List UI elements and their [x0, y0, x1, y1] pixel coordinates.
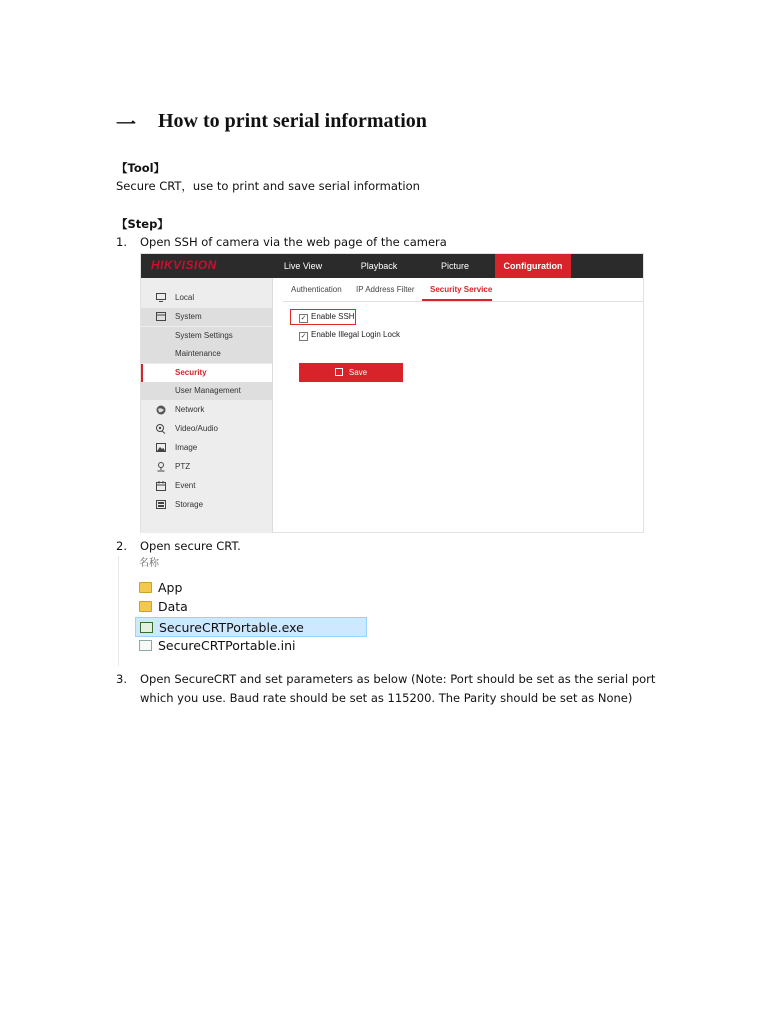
file-row-securecrt-exe[interactable] [135, 617, 367, 637]
step-1-number: 1. [116, 235, 127, 249]
ptz-icon [156, 462, 166, 471]
hikvision-logo: HIKVISION [151, 258, 217, 272]
monitor-icon [156, 293, 166, 302]
storage-icon [156, 500, 166, 509]
sidebar-item-label: System Settings [175, 331, 233, 340]
file-name: SecureCRTPortable.ini [158, 638, 296, 653]
save-button[interactable] [299, 363, 403, 382]
enable-ssh-checkbox[interactable] [299, 312, 355, 323]
tool-description: Secure CRT，use to print and save serial information [116, 179, 420, 193]
step-1-text: Open SSH of camera via the web page of the camera [140, 235, 447, 249]
sidebar-item-label: Maintenance [175, 349, 221, 358]
file-row-data[interactable] [135, 597, 367, 617]
globe-icon [156, 405, 166, 414]
file-explorer-screenshot [118, 556, 369, 666]
sidebar-item-label: Image [175, 443, 198, 452]
step-3-text-line-2: which you use. Baud rate should be set as 115200. The Parity should be set as None) [140, 691, 633, 705]
enable-illegal-login-lock-checkbox[interactable] [299, 330, 400, 341]
file-row-app[interactable] [135, 578, 367, 598]
image-icon [156, 443, 166, 452]
tool-label: 【Tool】 [116, 161, 166, 175]
file-name: Data [158, 599, 188, 614]
sidebar-item-event[interactable] [141, 477, 272, 495]
folder-icon [139, 601, 152, 612]
sidebar-item-label: PTZ [175, 462, 191, 471]
sidebar-item-maintenance[interactable] [141, 345, 272, 363]
heading-marker: 一 [116, 112, 136, 136]
file-name: SecureCRTPortable.exe [159, 620, 304, 635]
checkbox-label: Enable SSH [311, 312, 355, 321]
sidebar-item-label: Local [175, 293, 195, 302]
sidebar-item-video-audio[interactable] [141, 420, 272, 438]
active-tab-indicator [422, 299, 492, 301]
folder-icon [139, 582, 152, 593]
nav-configuration[interactable]: Configuration [495, 254, 571, 278]
sidebar-item-network[interactable] [141, 401, 272, 419]
tab-authentication[interactable]: Authentication [291, 285, 342, 294]
hikvision-screenshot [140, 253, 644, 533]
sidebar-item-system[interactable] [141, 308, 272, 326]
sidebar-item-local[interactable] [141, 289, 272, 307]
sidebar-item-ptz[interactable] [141, 458, 272, 476]
column-header-name[interactable]: 名称 [139, 558, 159, 569]
sidebar-item-label: Network [175, 405, 205, 414]
tab-ip-address-filter[interactable]: IP Address Filter [356, 285, 415, 294]
system-icon [156, 312, 166, 321]
sidebar-item-label: Event [175, 481, 196, 490]
step-3-number: 3. [116, 672, 127, 686]
file-name: App [158, 580, 183, 595]
sidebar-item-security[interactable] [141, 364, 272, 382]
step-3-text-line-1: Open SecureCRT and set parameters as below (Note: Port should be set as the serial port [140, 672, 656, 686]
step-label: 【Step】 [116, 217, 169, 231]
save-button-label: Save [348, 368, 368, 377]
sidebar-item-storage[interactable] [141, 496, 272, 514]
nav-picture[interactable]: Picture [440, 261, 469, 271]
ini-file-icon [139, 640, 152, 651]
sidebar-item-image[interactable] [141, 439, 272, 457]
tab-divider [283, 301, 643, 302]
hik-top-bar [141, 254, 643, 278]
sidebar-item-label: Video/Audio [175, 424, 218, 433]
tab-security-service[interactable]: Security Service [430, 285, 493, 294]
sidebar-item-user-management[interactable] [141, 382, 272, 400]
nav-live-view[interactable]: Live View [283, 261, 323, 271]
sidebar-item-system-settings[interactable] [141, 327, 272, 345]
save-icon [335, 368, 343, 376]
nav-playback[interactable]: Playback [360, 261, 398, 271]
step-2-text: Open secure CRT. [140, 539, 241, 553]
sidebar-item-label: User Management [175, 386, 241, 395]
exe-icon [140, 622, 153, 633]
checkbox-check-icon: ✓ [300, 333, 307, 340]
sidebar-item-label: Storage [175, 500, 204, 509]
checkbox-check-icon: ✓ [300, 315, 307, 322]
checkbox-label: Enable Illegal Login Lock [311, 330, 400, 339]
file-row-securecrt-ini[interactable] [135, 636, 367, 656]
calendar-icon [156, 481, 166, 490]
hik-sidebar [141, 278, 273, 533]
page-title: How to print serial information [158, 110, 427, 132]
video-audio-icon [156, 424, 166, 433]
step-2-number: 2. [116, 539, 127, 553]
sidebar-item-label: System [175, 312, 202, 321]
sidebar-item-label: Security [175, 368, 207, 377]
